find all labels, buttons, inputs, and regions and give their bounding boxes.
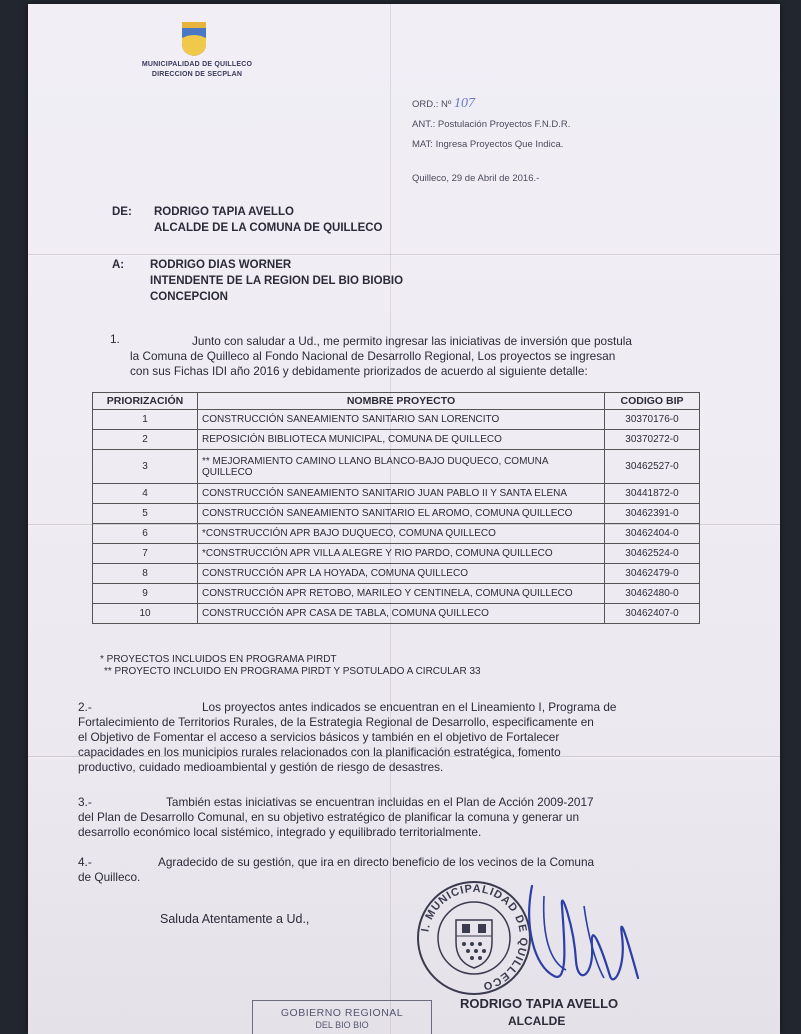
municipality-name: [122, 60, 272, 80]
cell-priority: 6: [93, 524, 198, 544]
cell-priority: 1: [93, 410, 198, 430]
cell-project: CONSTRUCCIÓN APR CASA DE TABLA, COMUNA QUILLECO: [198, 604, 605, 624]
cell-priority: 7: [93, 544, 198, 564]
document-page: [28, 4, 780, 1034]
cell-priority: 8: [93, 564, 198, 584]
cell-priority: 10: [93, 604, 198, 624]
cell-code: 30462479-0: [605, 564, 700, 584]
para3-number: 3.-: [78, 795, 92, 809]
cell-code: 30462404-0: [605, 524, 700, 544]
ord-label: ORD.: Nº: [412, 99, 452, 110]
municipality-label: MUNICIPALIDAD DE QUILLECO: [141, 61, 253, 68]
table-row: [93, 604, 700, 624]
municipal-crest-icon: [180, 22, 208, 56]
col-header-code: CODIGO BIP: [605, 393, 700, 410]
table-row: [93, 584, 700, 604]
para1-line: con sus Fichas IDI año 2016 y debidamente priorizados de acuerdo al siguiente detalle:: [130, 364, 588, 378]
table-row: [93, 504, 700, 524]
cell-code: 30441872-0: [605, 484, 700, 504]
para2: [78, 700, 692, 775]
to-label: A:: [112, 259, 125, 271]
para-line: desarrollo económico local sistémico, integrado y equilibrado territorialmente.: [78, 825, 482, 839]
to-block: [150, 257, 403, 305]
stamp-line: GOBIERNO REGIONAL: [280, 1007, 404, 1019]
para4-number: 4.-: [78, 855, 92, 869]
from-title: ALCALDE DE LA COMUNA DE QUILLECO: [154, 222, 383, 234]
date-line: Quilleco, 29 de Abril de 2016.-: [412, 173, 540, 184]
note-line: * PROYECTOS INCLUIDOS EN PROGRAMA PIRDT: [100, 654, 337, 665]
ant-line: ANT.: Postulación Proyectos F.N.D.R.: [412, 119, 571, 130]
cell-project: *CONSTRUCCIÓN APR BAJO DUQUECO, COMUNA QUILLECO: [198, 524, 605, 544]
para-line: Los proyectos antes indicados se encuentran en el Lineamiento I, Programa de: [202, 700, 617, 714]
para-line: capacidades en los municipios rurales relacionados con la planificación estratégica, fomento: [78, 745, 561, 759]
cell-project: CONSTRUCCIÓN SANEAMIENTO SANITARIO EL AROMO, COMUNA QUILLECO: [198, 504, 605, 524]
table-row: [93, 484, 700, 504]
cell-priority: 4: [93, 484, 198, 504]
para-line: el Objetivo de Fomentar el acceso a servicios básicos y también en el objetivo de Fortalecer: [78, 730, 560, 744]
cell-code: 30370176-0: [605, 410, 700, 430]
cell-priority: 3: [93, 450, 198, 484]
projects-table: [92, 392, 700, 624]
cell-project: CONSTRUCCIÓN APR RETOBO, MARILEO Y CENTINELA, COMUNA QUILLECO: [198, 584, 605, 604]
table-row: [93, 544, 700, 564]
para1-line: la Comuna de Quilleco al Fondo Nacional de Desarrollo Regional, Los proyectos se ingresan: [130, 349, 616, 363]
ord-number: 107: [454, 96, 475, 111]
cell-code: 30462480-0: [605, 584, 700, 604]
col-header-project: NOMBRE PROYECTO: [198, 393, 605, 410]
cell-project: CONSTRUCCIÓN SANEAMIENTO SANITARIO SAN LORENCITO: [198, 410, 605, 430]
cell-code: 30462407-0: [605, 604, 700, 624]
received-stamp: [252, 1000, 432, 1034]
from-name: RODRIGO TAPIA AVELLO: [154, 206, 294, 218]
cell-code: 30462524-0: [605, 544, 700, 564]
para-line: Fortalecimiento de Territorios Rurales, de la Estrategia Regional de Desarrollo, especificamente en: [78, 715, 594, 729]
fold-line: [28, 254, 780, 255]
ord-line: [412, 96, 475, 112]
table-row: [93, 410, 700, 430]
seal-text: I. MUNICIPALIDAD DE QUILLECO: [419, 882, 530, 993]
closing-line: Saluda Atentamente a Ud.,: [160, 912, 310, 926]
para-line: de Quilleco.: [78, 870, 141, 884]
para-line: También estas iniciativas se encuentran incluidas en el Plan de Acción 2009-2017: [166, 795, 594, 809]
table-row: [93, 450, 700, 484]
signatory-name: RODRIGO TAPIA AVELLO: [460, 996, 619, 1011]
para1: [130, 334, 710, 379]
to-title: INTENDENTE DE LA REGION DEL BIO BIOBIO: [150, 275, 404, 287]
from-label: DE:: [112, 206, 132, 218]
para3: [78, 795, 692, 840]
para-line: Agradecido de su gestión, que ira en directo beneficio de los vecinos de la Comuna: [158, 855, 595, 869]
from-block: [154, 204, 383, 236]
cell-priority: 2: [93, 430, 198, 450]
para-line: productivo, cuidado medioambiental y gestión de riesgo de desastres.: [78, 760, 444, 774]
col-header-priority: PRIORIZACIÓN: [93, 393, 198, 410]
cell-code: 30370272-0: [605, 430, 700, 450]
mat-line: MAT: Ingresa Proyectos Que Indica.: [412, 139, 564, 150]
signatory-title: ALCALDE: [508, 1014, 566, 1028]
table-row: [93, 524, 700, 544]
to-city: CONCEPCION: [150, 291, 228, 303]
cell-project: *CONSTRUCCIÓN APR VILLA ALEGRE Y RIO PARDO, COMUNA QUILLECO: [198, 544, 605, 564]
cell-project: ** MEJORAMIENTO CAMINO LLANO BLANCO-BAJO DUQUECO, COMUNA QUILLECO: [198, 450, 605, 484]
svg-text:I. MUNICIPALIDAD DE QUILLECO: [419, 883, 529, 992]
note-line: ** PROYECTO INCLUIDO EN PROGRAMA PIRDT Y PSOTULADO A CIRCULAR 33: [104, 666, 481, 677]
department-label: DIRECCION DE SECPLAN: [151, 71, 243, 78]
cell-priority: 9: [93, 584, 198, 604]
cell-project: CONSTRUCCIÓN APR LA HOYADA, COMUNA QUILLECO: [198, 564, 605, 584]
para-line: del Plan de Desarrollo Comunal, en su objetivo estratégico de planificar la comuna y generar un: [78, 810, 579, 824]
para2-number: 2.-: [78, 700, 92, 714]
table-row: [93, 564, 700, 584]
cell-project: CONSTRUCCIÓN SANEAMIENTO SANITARIO JUAN PABLO II Y SANTA ELENA: [198, 484, 605, 504]
handwritten-signature-icon: [514, 866, 644, 996]
cell-code: 30462527-0: [605, 450, 700, 484]
to-name: RODRIGO DIAS WORNER: [150, 259, 292, 271]
table-notes: [100, 654, 481, 678]
para1-number: 1.: [110, 332, 120, 346]
table-row: [93, 430, 700, 450]
stamp-line: DEL BIO BIO: [315, 1020, 369, 1030]
cell-project: REPOSICIÓN BIBLIOTECA MUNICIPAL, COMUNA DE QUILLECO: [198, 430, 605, 450]
cell-priority: 5: [93, 504, 198, 524]
cell-code: 30462391-0: [605, 504, 700, 524]
para1-line: Junto con saludar a Ud., me permito ingresar las iniciativas de inversión que postula: [192, 334, 632, 348]
table-header-row: [93, 393, 700, 410]
